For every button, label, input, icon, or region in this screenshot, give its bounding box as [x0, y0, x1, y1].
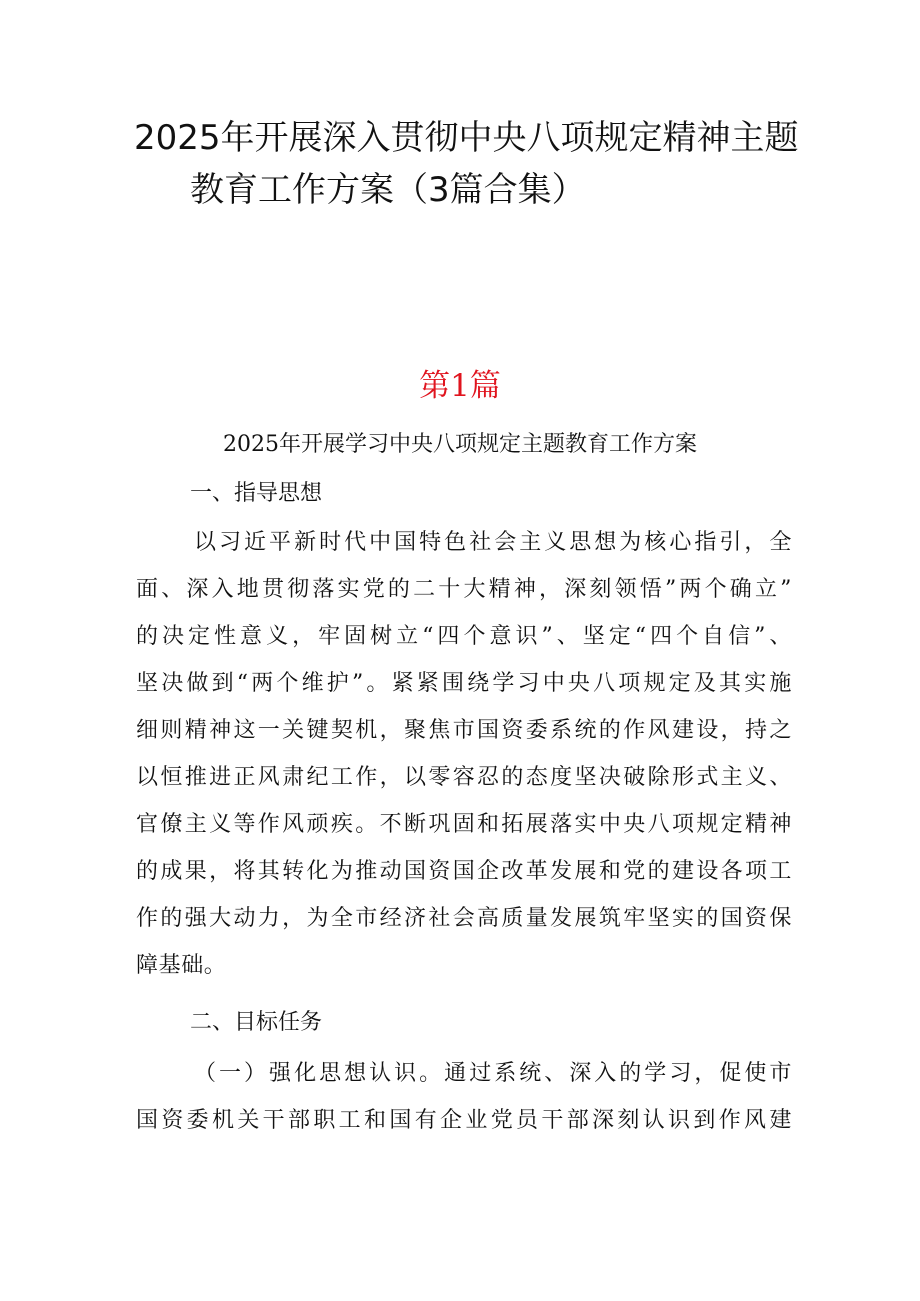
paragraph-line: 坚决做到“两个维护”。紧紧围绕学习中央八项规定及其实施	[136, 671, 792, 696]
section-subtitle: 2025年开展学习中央八项规定主题教育工作方案	[223, 432, 697, 457]
document-title-line-1: 2025年开展深入贯彻中央八项规定精神主题	[134, 118, 799, 158]
paragraph-line: 细则精神这一关键契机，聚焦市国资委系统的作风建设，持之	[136, 718, 792, 743]
document-title-line-2: 教育工作方案（3篇合集）	[190, 170, 586, 210]
paragraph-line: 官僚主义等作风顽疾。不断巩固和拓展落实中央八项规定精神	[136, 812, 792, 837]
section-label: 第1篇	[419, 368, 501, 404]
paragraph-line: 的决定性意义，牢固树立“四个意识”、坚定“四个自信”、	[136, 624, 792, 649]
heading-goals-tasks: 二、目标任务	[190, 1010, 323, 1035]
document-title	[134, 112, 814, 216]
paragraph-line: 作的强大动力，为全市经济社会高质量发展筑牢坚实的国资保	[136, 906, 792, 931]
paragraph-line: （一）强化思想认识。通过系统、深入的学习，促使市	[194, 1061, 792, 1086]
paragraph-line: 的成果，将其转化为推动国资国企改革发展和党的建设各项工	[136, 859, 792, 884]
paragraph-guiding-thought	[136, 519, 792, 989]
paragraph-line: 以恒推进正风肃纪工作，以零容忍的态度坚决破除形式主义、	[136, 765, 792, 790]
paragraph-line: 障基础。	[136, 953, 227, 978]
paragraph-line: 国资委机关干部职工和国有企业党员干部深刻认识到作风建	[136, 1108, 792, 1133]
paragraph-line: 面、深入地贯彻落实党的二十大精神，深刻领悟”两个确立”	[136, 577, 792, 602]
paragraph-goals-tasks	[136, 1050, 792, 1144]
heading-guiding-thought: 一、指导思想	[190, 481, 323, 506]
paragraph-line: 以习近平新时代中国特色社会主义思想为核心指引，全	[194, 530, 792, 555]
